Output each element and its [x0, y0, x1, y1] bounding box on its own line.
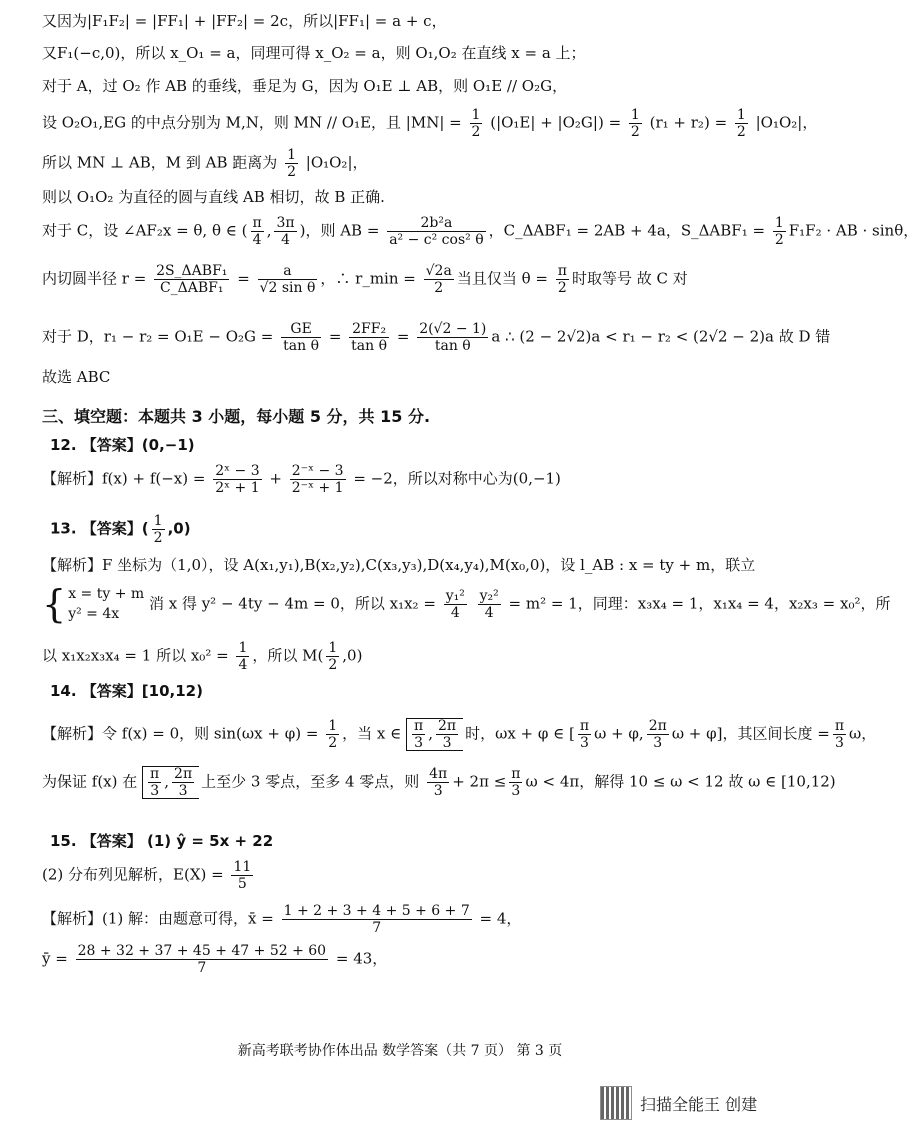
- fraction: $\frac{\pi}{3}$: [579, 718, 590, 751]
- fraction: $\frac{\pi}{4}$: [252, 215, 262, 248]
- fraction: $\frac{1}{4}$: [238, 640, 248, 673]
- fraction: $\frac{GE}{\text{tan θ}}$: [283, 321, 320, 354]
- text-line: 内切圆半径 r = $\frac{\text{2S\_ΔABF₁}}{\text{C\_ΔABF₁}}$ = $\frac{a}{\text{√2 sin θ}}$ ，∴ r_min = $\frac{√2a}{2}$ 当且仅当 θ = $\frac{\pi}{2}$ 时取等号 故 C 对: [42, 263, 688, 296]
- text-line: 所以 MN ⊥ AB，M 到 AB 距离为 $\frac{1}{2}$ |O₁O₂|，: [42, 147, 368, 180]
- fraction: $\frac{1 + 2 + 3 + 4 + 5 + 6 + 7}{7}$: [283, 903, 470, 936]
- text-line: { x = ty + m y² = 4x 消 x 得 y² − 4ty − 4m = 0，所以 x₁x₂ = $\frac{\text{y₁²}}{4}$ $\frac{\text{y₂²}}{4}$ = m² = 1，同理：x₃x₄ = 1，x₁x₄ = 4，x₂x₃ = x₀²，所: [42, 582, 891, 627]
- fraction: $\frac{a}{\text{√2 sin θ}}$: [259, 263, 316, 296]
- page-footer: 新高考联考协作体出品 数学答案（共 7 页） 第 3 页: [237, 1043, 563, 1059]
- fraction: $\frac{4\pi}{3}$: [429, 766, 448, 799]
- fraction: $\frac{\pi}{3}$: [150, 766, 160, 799]
- text-line: 【解析】f(x) + f(−x) = $\frac{\text{2ˣ − 3}}{\text{2ˣ + 1}}$ + $\frac{\text{2⁻ˣ − 3}}{\text{2⁻ˣ + 1}}$ = −2，所以对称中心为(0,−1): [42, 463, 561, 496]
- text-line: 【解析】F 坐标为（1,0），设 A(x₁,y₁),B(x₂,y₂),C(x₃,y₃),D(x₄,y₄),M(x₀,0)，设 l_AB : x = ty + m，联立: [42, 556, 756, 574]
- qr-code-icon: [600, 1086, 632, 1120]
- text-line: 故选 ABC: [42, 368, 111, 386]
- fraction: $\frac{28 + 32 + 37 + 45 + 47 + 52 + 60}{7}$: [77, 943, 327, 976]
- fraction: $\frac{1}{2}$: [287, 147, 296, 180]
- section-heading: 三、填空题：本题共 3 小题，每小题 5 分，共 15 分.: [42, 407, 431, 426]
- fraction: $\frac{2\pi}{3}$: [648, 718, 667, 751]
- text-line: 对于 A，过 O₂ 作 AB 的垂线，垂足为 G，因为 O₁E ⊥ AB，则 O₁E // O₂G，: [42, 77, 568, 95]
- fraction: $\frac{1}{2}$: [774, 215, 784, 248]
- watermark-text: 扫描全能王 创建: [640, 1094, 758, 1114]
- fraction: $\frac{\text{2FF₂}}{\text{tan θ}}$: [351, 321, 388, 354]
- fraction: $\frac{\text{2ˣ − 3}}{\text{2ˣ + 1}}$: [215, 463, 260, 496]
- fraction: $\frac{\text{2⁻ˣ − 3}}{\text{2⁻ˣ + 1}}$: [291, 463, 344, 496]
- text-line: 以 x₁x₂x₃x₄ = 1 所以 x₀² = $\frac{1}{4}$ ，所以 M( $\frac{1}{2}$ ,0): [42, 640, 363, 673]
- answer-13: 13. 【答案】( $\frac{1}{2}$ ,0): [50, 513, 191, 546]
- text-line: 对于 C，设 ∠AF₂x = θ, θ ∈ ( $\frac{\pi}{4}$ , $\frac{3\pi}{4}$ )，则 AB = $\frac{\text{2b²a}}{\text{a² − c² cos² θ}}$ ，C_ΔABF₁ = 2AB + 4a，S_ΔABF₁ = $\frac{1}{2}$ F₁F₂ · AB · sinθ，: [42, 215, 918, 248]
- fraction: $\frac{1}{2}$: [736, 107, 746, 140]
- text-line: 【解析】令 f(x) = 0，则 sin(ωx + φ) = $\frac{1}{2}$ ，当 x ∈ $\frac{\pi}{3}$ , $\frac{2\pi}{3}$ 时，ωx + φ ∈ [ $\frac{\pi}{3}$ ω + φ, $\frac{2\pi}{3}$ ω + φ]，其区间长度 = $\frac{\pi}{3}$ ω，: [42, 718, 877, 751]
- fraction: $\frac{1}{2}$: [328, 718, 338, 751]
- fraction: $\frac{1}{2}$: [153, 513, 163, 546]
- fraction: $\frac{\text{y₁²}}{4}$: [445, 587, 465, 621]
- text-line: 对于 D，r₁ − r₂ = O₁E − O₂G = $\frac{GE}{\text{tan θ}}$ = $\frac{\text{2FF₂}}{\text{tan θ}}$ = $\frac{2(√2 - 1)}{\text{tan θ}}$ a ∴ (2 − 2√2)a < r₁ − r₂ < (2√2 − 2)a 故 D 错: [42, 321, 831, 354]
- fraction: $\frac{\pi}{3}$: [834, 718, 845, 751]
- fraction: $\frac{2\pi}{3}$: [174, 766, 193, 799]
- fraction: $\frac{1}{2}$: [328, 640, 338, 673]
- text-line: 又F₁(−c,0)，所以 x_O₁ = a，同理可得 x_O₂ = a，则 O₁,O₂ 在直线 x = a 上；: [42, 44, 586, 62]
- fraction: $\frac{\text{2S\_ΔABF₁}}{\text{C\_ΔABF₁}}$: [156, 263, 228, 296]
- text-line: ȳ = $\frac{28 + 32 + 37 + 45 + 47 + 52 + 60}{7}$ = 43，: [42, 943, 388, 976]
- answer-14: 14. 【答案】[10,12): [50, 682, 203, 700]
- fraction: $\frac{3\pi}{4}$: [276, 215, 295, 248]
- fraction: $\frac{1}{2}$: [630, 107, 640, 140]
- scanner-watermark: [600, 1085, 785, 1121]
- fraction: $\frac{1}{2}$: [471, 107, 481, 140]
- text-line: 为保证 f(x) 在 $\frac{\pi}{3}$ , $\frac{2\pi}{3}$ 上至少 3 零点，至多 4 零点，则 $\frac{4\pi}{3}$ + 2π ≤ $\frac{\pi}{3}$ ω < 4π，解得 10 ≤ ω < 12 故 ω ∈ [10,12): [42, 766, 836, 799]
- text-line: 设 O₂O₁,EG 的中点分别为 M,N，则 MN // O₁E，且 |MN| = $\frac{1}{2}$ (|O₁E| + |O₂G|) = $\frac{1}{2}$ (r₁ + r₂) = $\frac{1}{2}$ |O₁O₂|，: [42, 107, 818, 140]
- fraction: $\frac{√2a}{2}$: [425, 263, 452, 296]
- fraction: $\frac{\text{2b²a}}{\text{a² − c² cos² θ}}$: [389, 215, 484, 248]
- fraction: $\frac{\pi}{3}$: [414, 718, 424, 751]
- text-line: 【解析】(1) 解：由题意可得，x̄ = $\frac{1 + 2 + 3 + 4 + 5 + 6 + 7}{7}$ = 4，: [42, 903, 522, 936]
- fraction: $\frac{\pi}{3}$: [511, 766, 521, 799]
- fraction: $\frac{2(√2 - 1)}{\text{tan θ}}$: [419, 321, 487, 354]
- fraction: $\frac{11}{5}$: [233, 859, 252, 892]
- text-line: 又因为|F₁F₂| = |FF₁| + |FF₂| = 2c，所以|FF₁| = a + c，: [42, 12, 447, 30]
- fraction: $\frac{2\pi}{3}$: [437, 718, 457, 751]
- fraction: $\frac{\pi}{2}$: [557, 263, 567, 296]
- text-line: (2) 分布列见解析，E(X) = $\frac{11}{5}$: [42, 859, 252, 892]
- answer-12: 12. 【答案】(0,−1): [50, 436, 195, 454]
- equation-system: { x = ty + m y² = 4x: [42, 582, 145, 627]
- fraction: $\frac{\text{y₂²}}{4}$: [479, 587, 499, 621]
- answer-15: 15. 【答案】 (1) ŷ = 5x + 22: [50, 832, 274, 850]
- text-line: 则以 O₁O₂ 为直径的圆与直线 AB 相切，故 B 正确.: [42, 188, 385, 206]
